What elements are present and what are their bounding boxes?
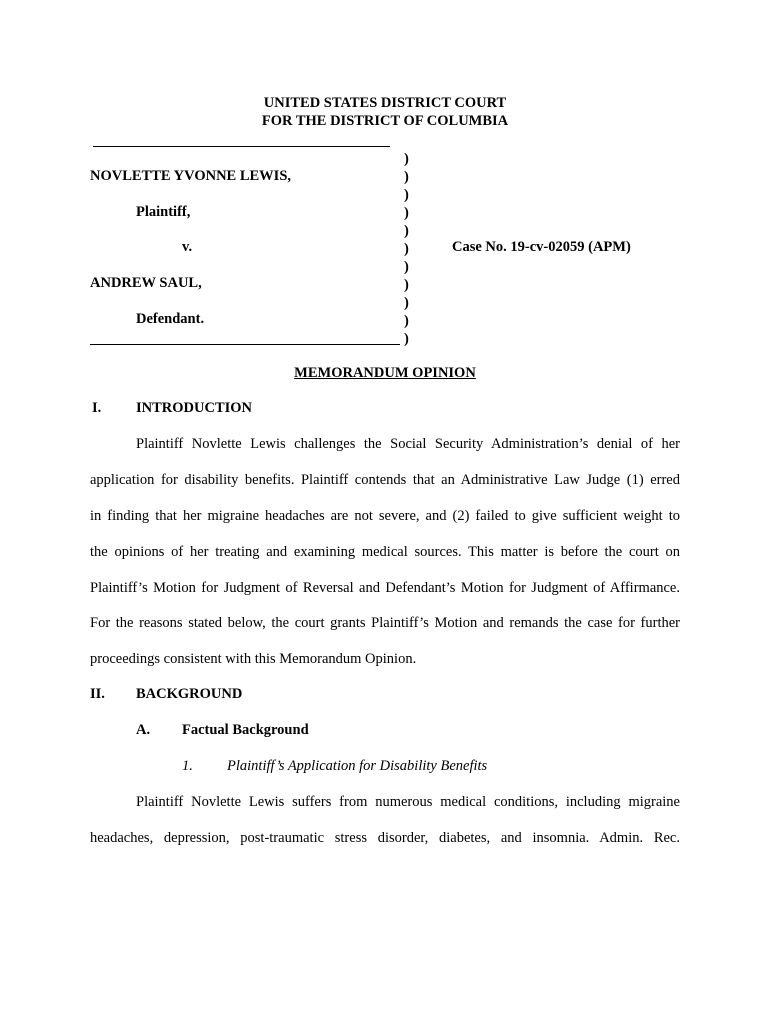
- paren: ): [404, 313, 409, 329]
- paragraph-line: Plaintiff Novlette Lewis challenges the Social Security Administration’s denial of her: [136, 436, 680, 452]
- paren: ): [404, 277, 409, 293]
- paragraph-line: the opinions of her treating and examining medical sources. This matter is before the court on: [90, 544, 680, 560]
- paren: ): [404, 205, 409, 221]
- subsubsection-number: 1.: [182, 758, 193, 774]
- court-heading: [0, 94, 770, 130]
- paren: ): [404, 331, 409, 347]
- court-name: UNITED STATES DISTRICT COURT: [263, 95, 507, 111]
- paragraph-line: Plaintiff Novlette Lewis suffers from numerous medical conditions, including migraine: [136, 794, 680, 810]
- paragraph-line: Plaintiff’s Motion for Judgment of Reversal and Defendant’s Motion for Judgment of Affirmance.: [90, 580, 680, 596]
- plaintiff-role: Plaintiff,: [136, 204, 191, 220]
- paren: ): [404, 223, 409, 239]
- document-title: MEMORANDUM OPINION: [294, 365, 476, 381]
- defendant-role: Defendant.: [136, 311, 205, 327]
- section-number: II.: [90, 686, 105, 702]
- section-number: I.: [92, 400, 102, 416]
- caption-paren-column: [404, 150, 409, 348]
- paragraph-line: For the reasons stated below, the court grants Plaintiff’s Motion and remands the case for further: [90, 615, 680, 631]
- paren: ): [404, 295, 409, 311]
- paren: ): [404, 169, 409, 185]
- versus: v.: [182, 239, 193, 255]
- paren: ): [404, 259, 409, 275]
- plaintiff-name: NOVLETTE YVONNE LEWIS,: [90, 168, 292, 184]
- caption-top-rule: [93, 146, 390, 147]
- caption-bottom-rule: [90, 344, 400, 345]
- section-heading: INTRODUCTION: [136, 400, 253, 416]
- paragraph-line: in finding that her migraine headaches are not severe, and (2) failed to give sufficient weight to: [90, 508, 680, 524]
- subsubsection-heading: Plaintiff’s Application for Disability Benefits: [227, 758, 488, 774]
- paren: ): [404, 187, 409, 203]
- paragraph-line: proceedings consistent with this Memorandum Opinion.: [90, 651, 417, 667]
- case-number: Case No. 19-cv-02059 (APM): [452, 239, 631, 255]
- paragraph-line: headaches, depression, post-traumatic stress disorder, diabetes, and insomnia. Admin. Rec.: [90, 830, 680, 846]
- subsection-heading: Factual Background: [182, 722, 309, 738]
- paragraph-line: application for disability benefits. Plaintiff contends that an Administrative Law Judge (1) erred: [90, 472, 680, 488]
- defendant-name: ANDREW SAUL,: [90, 275, 202, 291]
- subsection-number: A.: [136, 722, 151, 738]
- paren: ): [404, 241, 409, 257]
- court-district: FOR THE DISTRICT OF COLUMBIA: [261, 113, 509, 129]
- section-heading: BACKGROUND: [136, 686, 243, 702]
- paren: ): [404, 151, 409, 167]
